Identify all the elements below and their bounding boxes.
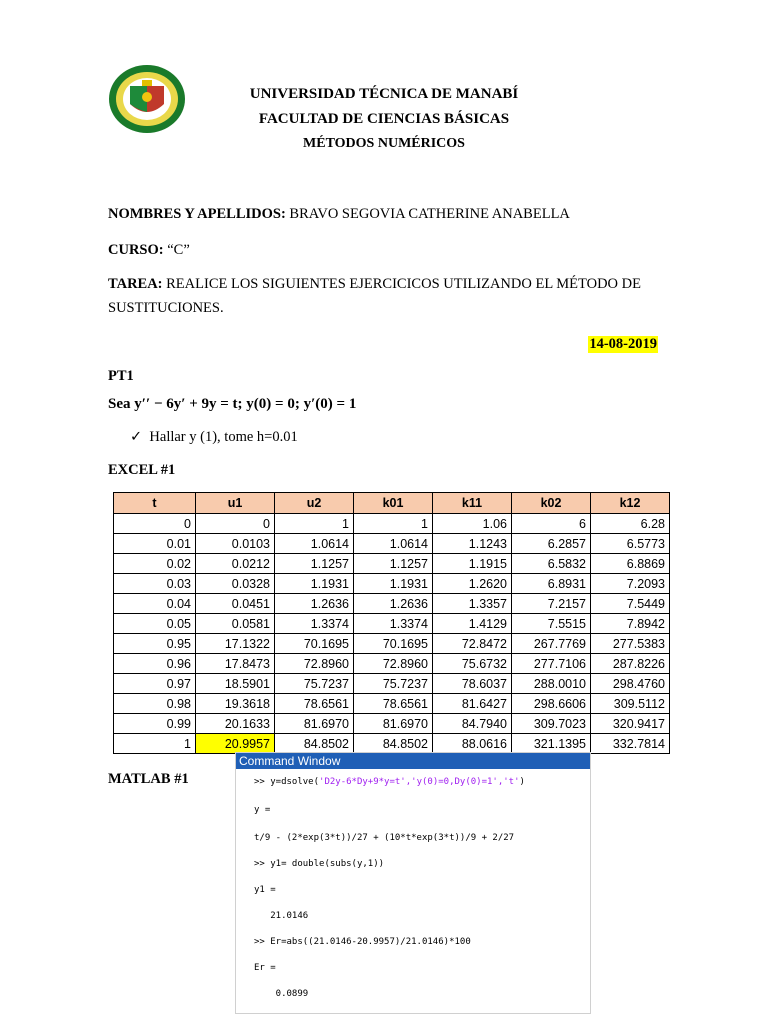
table-cell: 1.1257 bbox=[354, 554, 433, 574]
table-row bbox=[114, 514, 670, 534]
table-cell: 75.6732 bbox=[433, 654, 512, 674]
task-label: TAREA: bbox=[108, 276, 163, 292]
cmd-line: >> y1= double(subs(y,1)) bbox=[254, 859, 385, 869]
table-cell: 0.97 bbox=[114, 674, 196, 694]
student-name: BRAVO SEGOVIA CATHERINE ANABELLA bbox=[285, 206, 570, 222]
table-cell: 75.7237 bbox=[354, 674, 433, 694]
table-cell: 1 bbox=[354, 514, 433, 534]
table-cell: 7.5515 bbox=[512, 614, 591, 634]
command-window-title: Command Window bbox=[236, 753, 590, 769]
table-row bbox=[114, 634, 670, 654]
table-cell: 78.6561 bbox=[354, 694, 433, 714]
task-text-continued: SUSTITUCIONES. bbox=[108, 300, 224, 316]
table-cell: 277.5383 bbox=[591, 634, 670, 654]
table-cell: 0.0103 bbox=[196, 534, 275, 554]
table-cell: 267.7769 bbox=[512, 634, 591, 654]
command-window bbox=[235, 752, 591, 1014]
cmd-line-dsolve: >> y=dsolve('D2y-6*Dy+9*y=t','y(0)=0,Dy(0)=1','t') bbox=[254, 777, 525, 787]
table-cell: 88.0616 bbox=[433, 734, 512, 754]
table-cell: 84.7940 bbox=[433, 714, 512, 734]
table-cell: 6.2857 bbox=[512, 534, 591, 554]
table-cell: 332.7814 bbox=[591, 734, 670, 754]
table-cell: 1.2636 bbox=[354, 594, 433, 614]
table-cell: 84.8502 bbox=[354, 734, 433, 754]
task-line bbox=[108, 276, 641, 293]
table-cell: 78.6037 bbox=[433, 674, 512, 694]
col-header: k11 bbox=[433, 493, 512, 514]
cmd-line: Er = bbox=[254, 963, 276, 973]
table-cell: 0.95 bbox=[114, 634, 196, 654]
table-cell: 0.0581 bbox=[196, 614, 275, 634]
instruction-line bbox=[130, 429, 298, 446]
table-cell: 1.3374 bbox=[354, 614, 433, 634]
table-cell: 321.1395 bbox=[512, 734, 591, 754]
table-cell: 6.5832 bbox=[512, 554, 591, 574]
cmd-line: >> Er=abs((21.0146-20.9957)/21.0146)*100 bbox=[254, 937, 471, 947]
table-cell: 0.02 bbox=[114, 554, 196, 574]
excel-title: EXCEL #1 bbox=[108, 462, 176, 478]
table-cell: 84.8502 bbox=[275, 734, 354, 754]
course-value: “C” bbox=[163, 242, 190, 258]
table-row bbox=[114, 654, 670, 674]
table-cell: 81.6427 bbox=[433, 694, 512, 714]
table-cell: 78.6561 bbox=[275, 694, 354, 714]
table-cell: 298.4760 bbox=[591, 674, 670, 694]
table-row bbox=[114, 534, 670, 554]
table-cell: 20.9957 bbox=[196, 734, 275, 754]
table-row bbox=[114, 734, 670, 754]
col-header: u1 bbox=[196, 493, 275, 514]
table-cell: 7.8942 bbox=[591, 614, 670, 634]
table-cell: 70.1695 bbox=[354, 634, 433, 654]
table-cell: 1.1257 bbox=[275, 554, 354, 574]
table-cell: 18.5901 bbox=[196, 674, 275, 694]
table-cell: 17.1322 bbox=[196, 634, 275, 654]
table-cell: 81.6970 bbox=[354, 714, 433, 734]
table-cell: 7.2093 bbox=[591, 574, 670, 594]
table-cell: 0 bbox=[196, 514, 275, 534]
course-label: CURSO: bbox=[108, 242, 164, 258]
table-cell: 1 bbox=[275, 514, 354, 534]
cmd-line: 21.0146 bbox=[254, 911, 309, 921]
table-row bbox=[114, 714, 670, 734]
table-cell: 0.98 bbox=[114, 694, 196, 714]
table-cell: 6 bbox=[512, 514, 591, 534]
table-cell: 20.1633 bbox=[196, 714, 275, 734]
table-cell: 72.8472 bbox=[433, 634, 512, 654]
table-cell: 0.05 bbox=[114, 614, 196, 634]
table-cell: 287.8226 bbox=[591, 654, 670, 674]
cmd-line: t/9 - (2*exp(3*t))/27 + (10*t*exp(3*t))/9 + 2/27 bbox=[254, 833, 515, 843]
cmd-line: 0.0899 bbox=[254, 989, 309, 999]
table-cell: 1.1931 bbox=[275, 574, 354, 594]
table-cell: 298.6606 bbox=[512, 694, 591, 714]
university-name: UNIVERSIDAD TÉCNICA DE MANABÍ bbox=[249, 86, 519, 102]
table-header-row bbox=[114, 493, 670, 514]
table-cell: 72.8960 bbox=[354, 654, 433, 674]
date-highlight: 14-08-2019 bbox=[589, 336, 657, 352]
table-cell: 1.2636 bbox=[275, 594, 354, 614]
table-row bbox=[114, 674, 670, 694]
table-cell: 1.0614 bbox=[354, 534, 433, 554]
col-header: t bbox=[114, 493, 196, 514]
table-cell: 72.8960 bbox=[275, 654, 354, 674]
equation: Sea y′′ − 6y′ + 9y = t; y(0) = 0; y′(0) = 1 bbox=[108, 396, 357, 412]
table-cell: 288.0010 bbox=[512, 674, 591, 694]
table-cell: 6.5773 bbox=[591, 534, 670, 554]
table-cell: 0.01 bbox=[114, 534, 196, 554]
table-cell: 1 bbox=[114, 734, 196, 754]
table-cell: 75.7237 bbox=[275, 674, 354, 694]
excel-table bbox=[113, 492, 670, 754]
table-cell: 1.1915 bbox=[433, 554, 512, 574]
table-cell: 1.3357 bbox=[433, 594, 512, 614]
table-cell: 277.7106 bbox=[512, 654, 591, 674]
table-cell: 1.2620 bbox=[433, 574, 512, 594]
table-cell: 7.5449 bbox=[591, 594, 670, 614]
section-title: PT1 bbox=[108, 368, 134, 384]
table-row bbox=[114, 554, 670, 574]
faculty-name: FACULTAD DE CIENCIAS BÁSICAS bbox=[258, 111, 510, 127]
table-cell: 309.5112 bbox=[591, 694, 670, 714]
course-line bbox=[108, 242, 190, 259]
col-header: u2 bbox=[275, 493, 354, 514]
matlab-title: MATLAB #1 bbox=[108, 771, 189, 787]
instruction-text: Hallar y (1), tome h=0.01 bbox=[149, 429, 298, 445]
table-cell: 1.0614 bbox=[275, 534, 354, 554]
table-cell: 0.96 bbox=[114, 654, 196, 674]
student-line bbox=[108, 206, 570, 223]
table-cell: 81.6970 bbox=[275, 714, 354, 734]
table-cell: 0.0328 bbox=[196, 574, 275, 594]
table-cell: 1.4129 bbox=[433, 614, 512, 634]
table-cell: 1.1931 bbox=[354, 574, 433, 594]
table-row bbox=[114, 614, 670, 634]
table-cell: 7.2157 bbox=[512, 594, 591, 614]
col-header: k12 bbox=[591, 493, 670, 514]
table-row bbox=[114, 594, 670, 614]
table-cell: 19.3618 bbox=[196, 694, 275, 714]
col-header: k02 bbox=[512, 493, 591, 514]
table-row bbox=[114, 694, 670, 714]
task-text: REALICE LOS SIGUIENTES EJERCICICOS UTILIZANDO EL MÉTODO DE bbox=[162, 276, 641, 292]
checkmark-icon: ✓ bbox=[130, 429, 143, 445]
subject-name: MÉTODOS NUMÉRICOS bbox=[303, 136, 465, 151]
table-cell: 0.03 bbox=[114, 574, 196, 594]
table-cell: 6.8931 bbox=[512, 574, 591, 594]
table-cell: 70.1695 bbox=[275, 634, 354, 654]
cmd-line: y = bbox=[254, 805, 271, 815]
table-cell: 0.04 bbox=[114, 594, 196, 614]
col-header: k01 bbox=[354, 493, 433, 514]
table-cell: 0 bbox=[114, 514, 196, 534]
cmd-line: y1 = bbox=[254, 885, 276, 895]
table-cell: 1.06 bbox=[433, 514, 512, 534]
table-cell: 6.28 bbox=[591, 514, 670, 534]
table-cell: 0.0451 bbox=[196, 594, 275, 614]
table-cell: 17.8473 bbox=[196, 654, 275, 674]
student-label: NOMBRES Y APELLIDOS: bbox=[108, 206, 286, 222]
table-cell: 0.99 bbox=[114, 714, 196, 734]
table-cell: 6.8869 bbox=[591, 554, 670, 574]
table-cell: 1.3374 bbox=[275, 614, 354, 634]
table-cell: 0.0212 bbox=[196, 554, 275, 574]
table-cell: 320.9417 bbox=[591, 714, 670, 734]
table-cell: 309.7023 bbox=[512, 714, 591, 734]
table-row bbox=[114, 574, 670, 594]
table-cell: 1.1243 bbox=[433, 534, 512, 554]
